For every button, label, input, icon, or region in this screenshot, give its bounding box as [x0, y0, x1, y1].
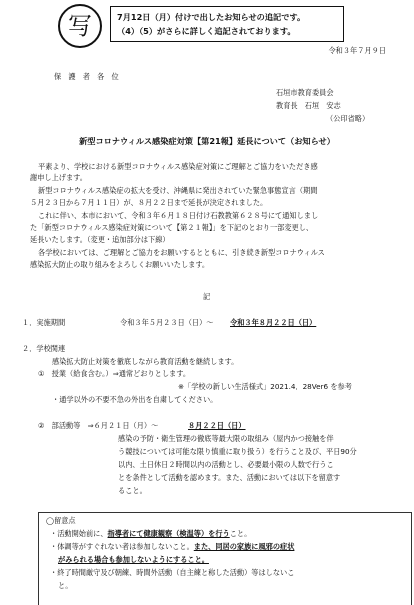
item1-reference: ※「学校の新しい生活様式」2021.4．28Ver6 を参考	[178, 382, 352, 391]
item2-body-line: 以内、土日休日２時間以内の活動とし、必要最小限の人数で行うこ	[118, 460, 334, 469]
ki-heading: 記	[203, 292, 211, 301]
section1-label: １．実施期間	[22, 318, 66, 327]
item2-body-line: ること。	[118, 486, 147, 495]
intro-line: 平素より、学校における新型コロナウィルス感染症対策にご理解とご協力をいただき感	[38, 162, 318, 171]
copy-stamp: 写	[58, 4, 102, 48]
caution-line-1	[50, 529, 251, 538]
caution-header: ◯留意点	[46, 516, 76, 525]
sender-org: 石垣市教育委員会	[276, 88, 334, 97]
item2-body-line: う競技については可能な限り慎重に取り扱う）を行うこと及び、平日90分	[118, 447, 357, 456]
section1-period-end: 令和３年８月２２日（日）	[230, 318, 317, 327]
item2-label: ② 部活動等 ⇒６月２１日（月）～	[38, 421, 159, 430]
section2-lead: 感染拡大防止対策を徹底しながら教育活動を継続します。	[52, 357, 239, 366]
notice-box	[110, 6, 344, 42]
caution-line-1-pre: ・活動開始前に、	[50, 529, 108, 538]
intro-line: 感染拡大防止の取り組みをよろしくお願いいたします。	[30, 260, 210, 269]
item1-note: ・通学以外の不要不急の外出を自粛してください。	[52, 395, 218, 404]
notice-line-1: 7月12日（月）付けで出したお知らせの追記です。	[117, 12, 306, 22]
section1-period-start: 令和３年５月２３日（日）～	[120, 318, 214, 327]
caution-line-5: と。	[58, 581, 73, 590]
item2-body-line: とを条件として活動を認めます。また、活動においては以下を留意す	[118, 473, 341, 482]
caution-line-3: がみられる場合も参加しないようにすること。	[58, 555, 209, 564]
document-title: 新型コロナウィルス感染症対策【第21報】延長について（お知らせ）	[79, 136, 335, 146]
intro-line: 新型コロナウィルス感染症の拡大を受け、沖縄県に発出されていた緊急事態宣言（期間	[38, 186, 318, 195]
intro-line: 各学校においては、ご理解とご協力をお願いするとともに、引き続き新型コロナウィルス	[38, 248, 325, 257]
item2-body-line: 感染の予防・衛生管理の徹底等最大限の取組み（屋内かつ接触を伴	[118, 434, 334, 443]
sender-name: 教育長 石垣 安志	[276, 101, 341, 110]
caution-line-2-bold: また、同居の家族に風邪の症状	[193, 542, 295, 551]
intro-line: 延長いたします。（変更・追加部分は下線）	[30, 235, 170, 244]
document-date: 令和３年７月９日	[328, 46, 386, 55]
caution-line-2	[50, 542, 294, 551]
notice-line-2: （4）（5）がさらに詳しく追記されております。	[117, 26, 296, 36]
item2-label-end: ８月２２日（日）	[188, 421, 246, 430]
intro-line: 謝申し上げます。	[30, 173, 87, 182]
caution-line-1-post: こと。	[229, 529, 252, 538]
intro-line: ５月２３日から７月１１日）が、８月２２日まで延長が決定されました。	[30, 198, 268, 207]
intro-line: た「新型コロナウィルス感染症対策について【第２１報】」を下記のとおり一部変更し、	[30, 223, 314, 232]
caution-line-1-bold: 指導者にて健康観察（検温等）を行う	[107, 529, 230, 538]
caution-line-2-pre: ・体調等がすぐれない者は参加しないこと。	[50, 542, 194, 551]
recipient: 保 護 者 各 位	[54, 72, 119, 81]
item1-label: ① 授業（給食含む。）⇒通常どおりとします。	[38, 369, 191, 378]
sender-seal: （公印省略）	[326, 114, 370, 123]
intro-line: これに伴い、本市において、令和３年６月１８日付け石教教第６２８号にて通知しまし	[38, 211, 319, 220]
section2-label: ２．学校関連	[22, 344, 66, 353]
caution-line-4: ・終了時間厳守及び朝練、時間外活動（自主練と称した活動）等はしないこ	[50, 568, 295, 577]
